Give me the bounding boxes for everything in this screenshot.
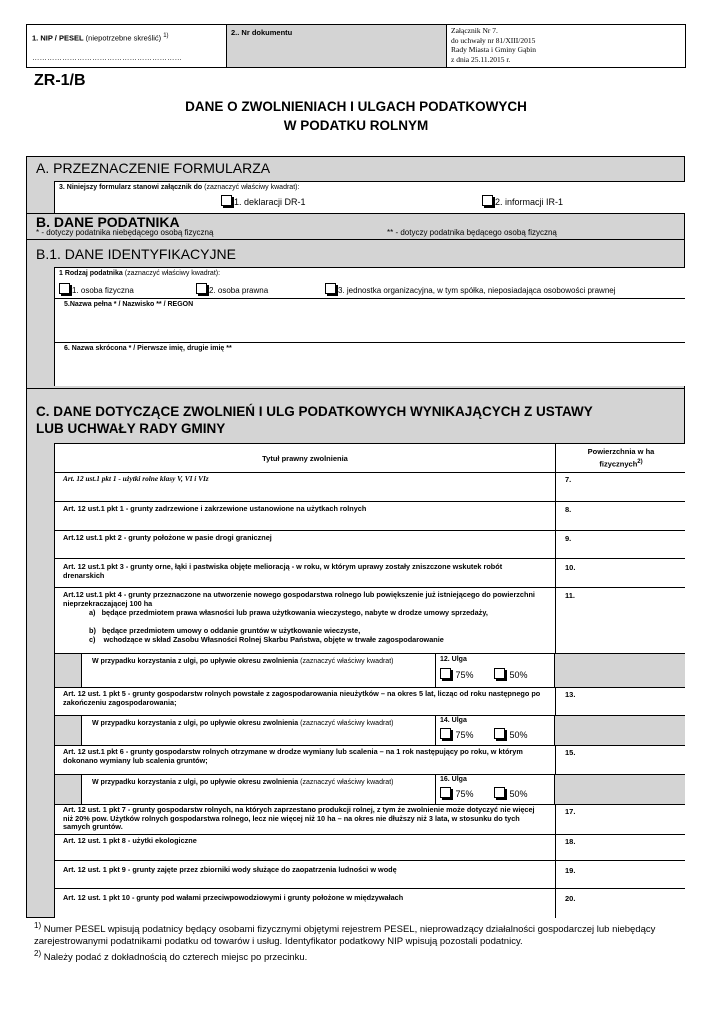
- relief-14-opt50[interactable]: [494, 728, 528, 740]
- relief-16-box: [436, 775, 555, 804]
- row-number: 18.: [565, 837, 576, 846]
- table-header-area: [555, 444, 685, 473]
- form-frame: [26, 156, 685, 918]
- footnotes: [34, 920, 694, 964]
- row-text: Art.12 ust.1 pkt 2 - grunty położone w pasie drogi granicznej: [63, 533, 272, 542]
- row-text: Art. 12 ust. 1 pkt 7 - grunty gospodarstw rolnych, na których zaprzestano produkcji rolnej, z tym że zwolnienie może dotyczyć nie więcej niż 20% pow. Użytków rolnych gospodarstwa rolnego, lecz nie więcej niż 10 ha – na okres nie dłuższy niż 3 lata, w stosunku do tych samych gruntów.: [63, 805, 535, 832]
- nip-pesel-dots: ……………………………………………………: [32, 53, 182, 62]
- relief-12-opt75[interactable]: [440, 668, 474, 680]
- attachment-line: do uchwały nr 81/XIII/2015: [451, 35, 536, 45]
- relief-16-opt50[interactable]: [494, 787, 528, 799]
- relief-label-text: W przypadku korzystania z ulgi, po upływie okresu zwolnienia: [92, 720, 299, 727]
- taxpayer-type-org-label: 3. jednostka organizacyjna, w tym spółka, nieposiadająca osobowości prawnej: [338, 286, 616, 295]
- footnote-1-text: Numer PESEL wpisują podatnicy będący osobami fizycznymi objętymi rejestrem PESEL, nieprowadzący działalności gospodarczej lub niebędący zarejestrowanymi podatnikami podatku od towarów i usług. Identyfikator podatkowy NIP wpisują pozostali podatnicy.: [34, 924, 656, 948]
- row-subitem-a: a) będące przedmiotem prawa własności lub prawa użytkowania wieczystego, nabyte w drodze umowy sprzedaży,: [89, 608, 488, 617]
- opt50-label: 50%: [509, 789, 528, 799]
- relief-12-box: [436, 654, 555, 687]
- section-c-title-line1: C. DANE DOTYCZĄCE ZWOLNIEŃ I ULG PODATKOWYCH WYNIKAJĄCYCH Z USTAWY: [36, 404, 593, 419]
- footnote-1: [34, 920, 694, 948]
- checkbox-icon[interactable]: [196, 283, 207, 294]
- relief-12-label: 12. Ulga: [440, 656, 467, 663]
- table-row[interactable]: [55, 889, 685, 918]
- nip-pesel-label: 1. NIP / PESEL: [32, 33, 84, 43]
- relief-12-opt50[interactable]: [494, 668, 528, 680]
- relief-row: [55, 775, 685, 805]
- footnote-2-mark: 2): [34, 949, 42, 959]
- purpose-note: (zaznaczyć właściwy kwadrat):: [204, 184, 300, 191]
- row-text: Art. 12 ust. 1 pkt 10 - grunty pod wałami przeciwpowodziowymi i grunty położone w międzywałach: [63, 893, 404, 902]
- row-number: 10.: [565, 563, 576, 572]
- nip-pesel-field[interactable]: [27, 25, 227, 67]
- checkbox-icon[interactable]: [494, 787, 505, 798]
- section-b-note2: ** - dotyczy podatnika będącego osobą fizyczną: [387, 228, 557, 237]
- taxpayer-type-natural-label: 1. osoba fizyczna: [72, 286, 134, 295]
- relief-label-note: (zaznaczyć właściwy kwadrat): [300, 720, 394, 727]
- table-row[interactable]: [55, 588, 685, 654]
- opt75-label: 75%: [455, 670, 474, 680]
- table-row[interactable]: [55, 531, 685, 559]
- table-row[interactable]: [55, 688, 685, 716]
- table-row[interactable]: [55, 502, 685, 531]
- purpose-option-dr1[interactable]: [221, 195, 306, 207]
- short-name-label: 6. Nazwa skrócona * / Pierwsze imię, drugie imię **: [64, 345, 232, 352]
- section-b-header: [27, 213, 684, 237]
- nip-pesel-sup: 1): [163, 33, 169, 39]
- taxpayer-type-box: [54, 267, 685, 301]
- footnote-2: [34, 948, 694, 964]
- row-subitem-c: c) wchodzące w skład Zasobu Własności Rolnej Skarbu Państwa, objęte w trwałe zagospodarowanie: [89, 635, 444, 644]
- row-text: Art. 12 ust.1 pkt 3 - grunty orne, łąki i pastwiska objęte melioracją - w roku, w którym uprawy zostały zniszczone wskutek robót drenarskich: [63, 562, 503, 580]
- checkbox-icon[interactable]: [482, 195, 493, 206]
- row-text: Art.12 ust.1 pkt 4 - grunty przeznaczone na utworzenie nowego gospodarstwa rolnego lub powiększenie już istniejącego do powierzchni nieprzekraczającej 100 ha: [63, 590, 535, 608]
- nip-pesel-note: (niepotrzebne skreślić): [85, 33, 162, 43]
- relief-row: [55, 654, 685, 688]
- full-name-field[interactable]: [54, 298, 685, 342]
- checkbox-icon[interactable]: [440, 728, 451, 739]
- opt50-label: 50%: [509, 730, 528, 740]
- document-number-label: 2.. Nr dokumentu: [231, 28, 293, 37]
- opt75-label: 75%: [455, 789, 474, 799]
- row-number: 13.: [565, 690, 576, 699]
- purpose-option-dr1-label: 1. deklaracji DR-1: [234, 197, 306, 207]
- col-area-text: Powierzchnia w ha fizycznych: [587, 447, 655, 469]
- relief-label-text: W przypadku korzystania z ulgi, po upływie okresu zwolnienia: [92, 779, 299, 786]
- opt75-label: 75%: [455, 730, 474, 740]
- row-number: 17.: [565, 807, 576, 816]
- taxpayer-type-natural[interactable]: [59, 283, 134, 295]
- checkbox-icon[interactable]: [221, 195, 232, 206]
- relief-label: [92, 779, 422, 788]
- row-number: 7.: [565, 475, 572, 484]
- section-a-title: A. PRZEZNACZENIE FORMULARZA: [36, 160, 271, 176]
- relief-label-box: [81, 716, 436, 745]
- relief-16-opt75[interactable]: [440, 787, 474, 799]
- short-name-field[interactable]: [54, 342, 685, 386]
- section-c-title: [36, 403, 593, 437]
- exemptions-table: [54, 443, 685, 918]
- purpose-option-ir1[interactable]: [482, 195, 563, 207]
- table-row[interactable]: [55, 835, 685, 861]
- relief-row: [55, 716, 685, 746]
- opt50-label: 50%: [509, 670, 528, 680]
- section-b1-title: B.1. DANE IDENTYFIKACYJNE: [36, 246, 236, 262]
- form-title-line1: DANE O ZWOLNIENIACH I ULGACH PODATKOWYCH: [185, 99, 527, 114]
- row-text: Art. 12 ust.1 pkt 1 - użytki rolne klasy V, VI i VIz: [63, 474, 209, 483]
- attachment-info: [451, 26, 681, 64]
- attachment-line: Rady Miasta i Gminy Gąbin: [451, 45, 536, 55]
- document-number-field[interactable]: [227, 25, 447, 67]
- relief-label-box: [81, 654, 436, 687]
- relief-14-opt75[interactable]: [440, 728, 474, 740]
- taxpayer-type-org[interactable]: [325, 283, 616, 295]
- section-b-note1: * - dotyczy podatnika niebędącego osobą fizyczną: [36, 228, 214, 237]
- checkbox-icon[interactable]: [325, 283, 336, 294]
- section-b-title: B. DANE PODATNIKA: [36, 214, 180, 230]
- row-number: 20.: [565, 894, 576, 903]
- row-text: Art. 12 ust. 1 pkt 9 - grunty zajęte przez zbiorniki wody służące do zaopatrzenia ludności w wodę: [63, 865, 397, 874]
- col-area-label: [566, 447, 676, 470]
- checkbox-icon[interactable]: [494, 728, 505, 739]
- row-text: Art. 12 ust. 1 pkt 5 - grunty gospodarstw rolnych powstałe z zagospodarowania nieużytków – na okres 5 lat, licząc od roku następnego po zakończeniu zagospodarowania;: [63, 689, 541, 707]
- relief-label: [92, 658, 422, 667]
- header-box: [26, 24, 686, 68]
- table-row[interactable]: [55, 559, 685, 588]
- section-c-title-line2: LUB UCHWAŁY RADY GMINY: [36, 421, 226, 436]
- purpose-label: 3. Niniejszy formularz stanowi załącznik do: [59, 184, 203, 191]
- relief-label-note: (zaznaczyć właściwy kwadrat): [300, 658, 394, 665]
- relief-14-label: 14. Ulga: [440, 717, 467, 724]
- table-row[interactable]: [55, 473, 685, 502]
- footnote-1-mark: 1): [34, 921, 42, 930]
- checkbox-icon[interactable]: [440, 668, 451, 679]
- section-a-box: [54, 181, 685, 213]
- taxpayer-type-note: (zaznaczyć właściwy kwadrat):: [124, 270, 221, 277]
- col-title-label: Tytuł prawny zwolnienia: [262, 454, 348, 463]
- relief-16-label: 16. Ulga: [440, 776, 467, 783]
- attachment-line: z dnia 25.11.2015 r.: [451, 54, 511, 64]
- taxpayer-type-legal[interactable]: [196, 283, 268, 295]
- relief-14-box: [436, 716, 555, 745]
- checkbox-icon[interactable]: [59, 283, 70, 294]
- checkbox-icon[interactable]: [440, 787, 451, 798]
- relief-label-box: [81, 775, 436, 804]
- form-title-line2: W PODATKU ROLNYM: [283, 118, 429, 133]
- section-c-header: [27, 388, 684, 442]
- row-number: 9.: [565, 534, 572, 543]
- checkbox-icon[interactable]: [494, 668, 505, 679]
- row-number: 11.: [565, 591, 576, 600]
- attachment-line: Załącznik Nr 7.: [451, 26, 498, 35]
- form-title: [26, 97, 686, 135]
- row-text: Art. 12 ust.1 pkt 1 - grunty zadrzewione i zakrzewione ustanowione na użytkach rolnych: [63, 504, 367, 513]
- row-number: 15.: [565, 748, 576, 757]
- relief-label-text: W przypadku korzystania z ulgi, po upływie okresu zwolnienia: [92, 658, 299, 665]
- table-row[interactable]: [55, 861, 685, 889]
- col-area-sup: 2): [637, 459, 643, 465]
- row-number: 8.: [565, 505, 572, 514]
- row-text: Art. 12 ust. 1 pkt 8 - użytki ekologiczne: [63, 836, 197, 845]
- footnote-2-text: Należy podać z dokładnością do czterech miejsc po przecinku.: [43, 952, 308, 964]
- table-row[interactable]: [55, 805, 685, 835]
- row-number: 19.: [565, 866, 576, 875]
- taxpayer-type-label: 1 Rodzaj podatnika: [59, 270, 123, 277]
- table-header-title: [55, 444, 555, 473]
- relief-label: [92, 720, 422, 729]
- section-b1-header: [27, 239, 684, 269]
- form-code: ZR-1/B: [34, 72, 86, 89]
- taxpayer-type-legal-label: 2. osoba prawna: [209, 286, 269, 295]
- table-row[interactable]: [55, 746, 685, 775]
- row-subitem-b: b) będące przedmiotem umowy o oddanie gruntów w użytkowanie wieczyste,: [89, 626, 361, 635]
- relief-label-note: (zaznaczyć właściwy kwadrat): [300, 779, 394, 786]
- full-name-label: 5.Nazwa pełna * / Nazwisko ** / REGON: [64, 301, 194, 308]
- purpose-option-ir1-label: 2. informacji IR-1: [495, 197, 564, 207]
- row-text: Art. 12 ust.1 pkt 6 - grunty gospodarstw rolnych otrzymane w drodze wymiany lub scalenia – na 1 rok następujący po roku, w którym dokonano wymiany lub scalenia gruntów;: [63, 747, 523, 765]
